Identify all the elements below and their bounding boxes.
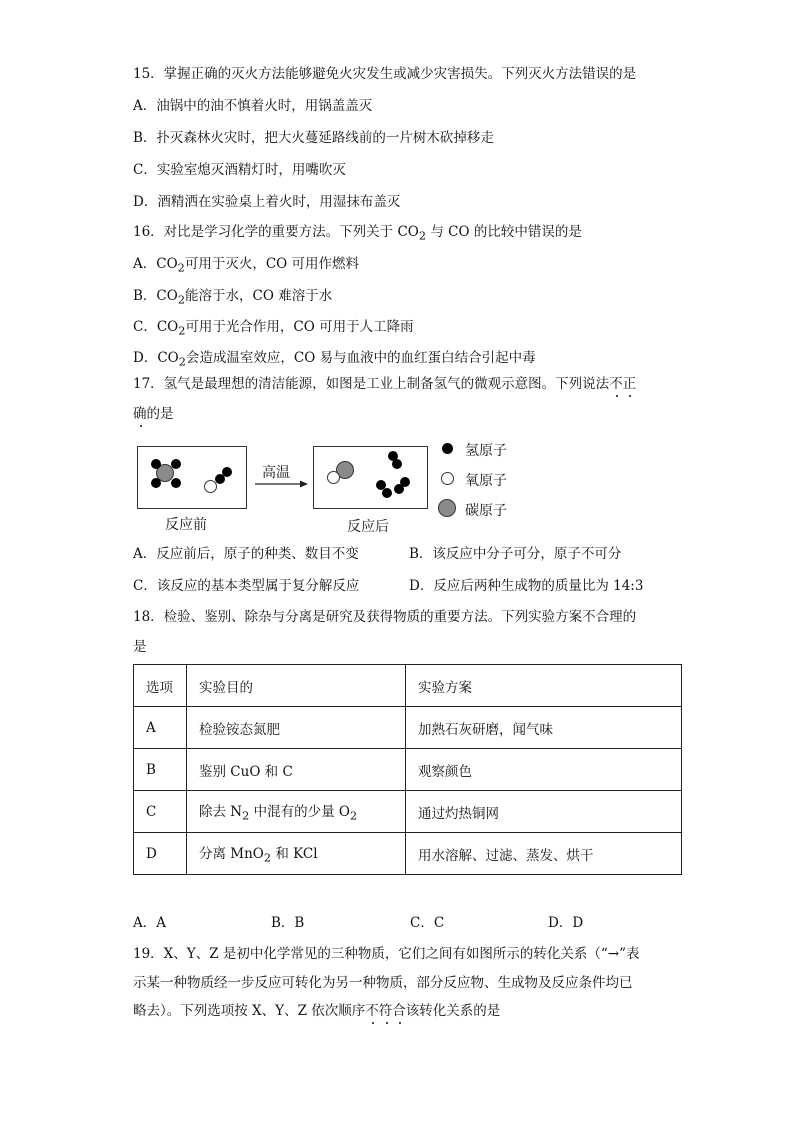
q17-stem-line2: 确的是: [133, 406, 174, 422]
q18-option-b: B．B: [271, 915, 305, 931]
q18-option-d: D．D: [548, 915, 584, 931]
q16-option-d: D．$CO_2$会造成温室效应，CO 易与血液中的血红蛋白结合引起中毒: [133, 350, 536, 369]
q18-stem-line1: 18．检验、鉴别、除杂与分离是研究及获得物质的重要方法。下列实验方案不合理的: [133, 609, 637, 625]
q18-option-a: A．A: [133, 915, 166, 931]
table-header: 实验方案: [406, 665, 682, 707]
q17-option-a: A．反应前后，原子的种类、数目不变: [133, 546, 359, 562]
table-cell-plan: 用水溶解、过滤、蒸发、烘干: [406, 833, 682, 875]
q17-options-row2: [133, 576, 693, 596]
hydrogen-atom: [222, 467, 232, 477]
hydrogen-atom: [151, 478, 161, 488]
q19-line3: 略去）。下列选项按 X、Y、Z 依次顺序不符合该转化关系的是: [133, 1003, 501, 1019]
q15-option-a: A．油锅中的油不慎着火时，用锅盖盖灭: [133, 98, 373, 114]
q16-option-c: C．$CO_2$可用于光合作用，CO 可用于人工降雨: [133, 319, 414, 338]
table-header: 实验目的: [187, 665, 406, 707]
q16-option-a: A．$CO_2$可用于灭火，CO 可用作燃料: [133, 256, 360, 275]
q15-option-c: C．实验室熄灭酒精灯时，用嘴吹灭: [133, 162, 346, 178]
table-cell-purpose: 除去 $N_2$ 中混有的少量 $O_2$: [187, 791, 406, 833]
table-cell-plan: 观察颜色: [406, 749, 682, 791]
experiment-table: [133, 664, 682, 875]
table-cell-option: B: [134, 749, 187, 791]
oxygen-atom: [327, 471, 340, 484]
legend-oxygen-label: 氧原子: [465, 473, 507, 489]
table-row: [134, 707, 682, 749]
table-cell-option: A: [134, 707, 187, 749]
q17-option-d: D．反应后两种生成物的质量比为 14:3: [409, 578, 644, 594]
reaction-arrow: [254, 479, 310, 489]
q17-option-b: B．该反应中分子可分，原子不可分: [409, 546, 622, 562]
table-cell-purpose: 鉴别 CuO 和 C: [187, 749, 406, 791]
table-cell-plan: 通过灼热铜网: [406, 791, 682, 833]
table-row: [134, 833, 682, 875]
hydrogen-atom: [394, 484, 404, 494]
table-cell-purpose: 分离 MnO$_2$ 和 KCl: [187, 833, 406, 875]
table-row: [134, 749, 682, 791]
q15-stem: 15．掌握正确的灭火方法能够避免火灾发生或减少灾害损失。下列灭火方法错误的是: [133, 66, 637, 82]
legend-carbon-label: 碳原子: [465, 503, 507, 519]
q19-line2: 示某一种物质经一步反应可转化为另一种物质，部分反应物、生成物及反应条件均已: [133, 975, 633, 991]
before-box: [137, 446, 247, 509]
q16-stem: 16．对比是学习化学的重要方法。下列关于 $CO_2$ 与 CO 的比较中错误的是: [133, 224, 582, 243]
before-label: 反应前: [165, 517, 207, 533]
hydrogen-atom: [382, 488, 392, 498]
table-cell-option: C: [134, 791, 187, 833]
hydrogen-atom: [151, 459, 161, 469]
table-cell-option: D: [134, 833, 187, 875]
q19-line1: 19．X、Y、Z 是初中化学常见的三种物质，它们之间有如图所示的转化关系（“→”表: [133, 946, 640, 962]
q18-stem-line2: 是: [133, 639, 147, 655]
table-row: [134, 791, 682, 833]
after-box: [313, 446, 428, 509]
q18-options-row: [133, 913, 693, 933]
q17-stem-line1: 17．氢气是最理想的清洁能源，如图是工业上制备氢气的微观示意图。下列说法不正: [133, 376, 637, 392]
legend-carbon-icon: [438, 499, 456, 517]
q17-options-row1: [133, 544, 693, 564]
hydrogen-atom: [171, 459, 181, 469]
legend-hydrogen-label: 氢原子: [465, 443, 507, 459]
table-header: 选项: [134, 665, 187, 707]
condition-label: 高温: [262, 465, 290, 481]
q18-option-c: C．C: [410, 915, 445, 931]
after-label: 反应后: [347, 519, 389, 535]
table-cell-plan: 加熟石灰研磨，闻气味: [406, 707, 682, 749]
table-header-row: [134, 665, 682, 707]
table-cell-purpose: 检验铵态氮肥: [187, 707, 406, 749]
legend-oxygen-icon: [441, 472, 454, 485]
legend-hydrogen-icon: [442, 443, 453, 454]
q17-option-c: C．该反应的基本类型属于复分解反应: [133, 578, 360, 594]
hydrogen-atom: [392, 459, 402, 469]
q16-option-b: B．$CO_2$能溶于水，CO 难溶于水: [133, 288, 333, 307]
hydrogen-atom: [171, 478, 181, 488]
q15-option-b: B．扑灭森林火灾时，把大火蔓延路线前的一片树木砍掉移走: [133, 130, 494, 146]
q15-option-d: D．酒精洒在实验桌上着火时，用湿抹布盖灭: [133, 194, 401, 210]
